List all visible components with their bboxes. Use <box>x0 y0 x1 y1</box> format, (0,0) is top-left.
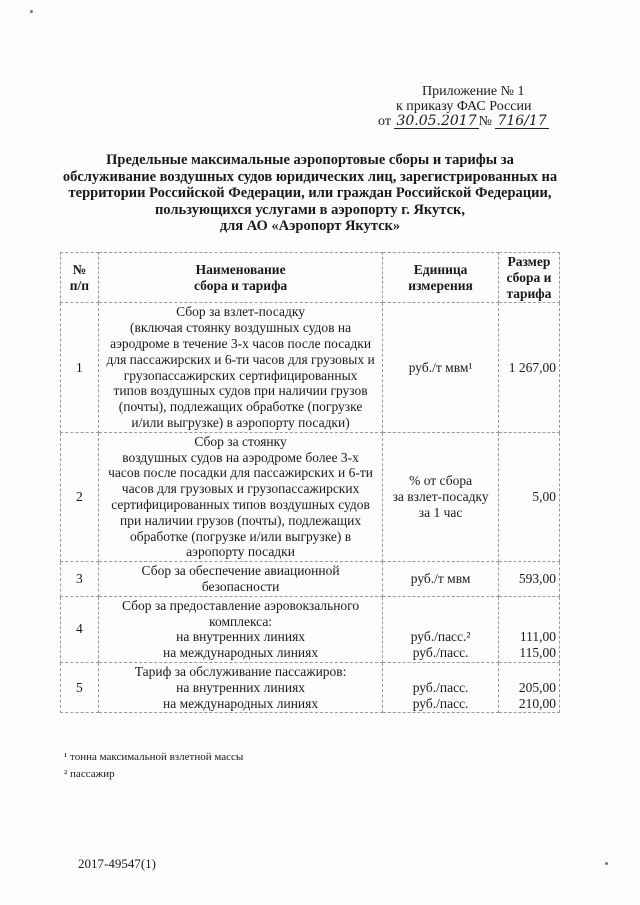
row-number: 3 <box>61 562 99 597</box>
fee-unit-line: руб./пасс. <box>412 695 469 711</box>
header-value-line: сбора и <box>506 269 552 285</box>
table-row <box>61 662 560 712</box>
fee-name <box>98 432 382 561</box>
fee-unit-line: руб./т мвм¹ <box>408 359 473 375</box>
tariffs-table <box>60 252 560 713</box>
fee-name-line: обработке (погрузке и/или выгрузке) в <box>129 528 352 544</box>
row-number: 2 <box>61 432 99 561</box>
from-prefix: от <box>378 114 391 129</box>
row-number: 4 <box>61 596 99 662</box>
document-title <box>60 152 560 235</box>
fee-name-line: грузопассажирских сертифицированных <box>123 367 358 383</box>
order-number: 716/17 <box>497 113 547 129</box>
fee-name-line: на внутренних линиях <box>176 679 306 695</box>
footnote-1: ¹ тонна максимальной взлетной массы <box>64 751 244 763</box>
header-name-line: Наименование <box>195 261 286 277</box>
fee-name-line: при наличии грузов (почты), подлежащих <box>120 512 362 528</box>
fee-value <box>498 562 559 597</box>
fee-name-line: часов после посадки для пассажирских и 6-ти <box>108 465 374 481</box>
fee-value-line: 111,00 <box>519 629 556 645</box>
table-header-row <box>61 253 560 303</box>
header-value-line: Размер <box>507 254 551 269</box>
fee-name-line: Тариф за обслуживание пассажиров: <box>134 663 347 679</box>
order-reference: к приказу ФАС России <box>396 99 532 114</box>
table-body <box>61 303 560 713</box>
appendix-label: Приложение № 1 <box>422 84 525 99</box>
header-value <box>498 253 559 303</box>
table-row <box>61 432 560 561</box>
header-unit-line: измерения <box>408 277 473 293</box>
fee-value-line: 593,00 <box>518 571 556 587</box>
row-number: 1 <box>61 303 99 432</box>
fee-name <box>98 662 382 712</box>
header-num-line: № <box>72 261 87 277</box>
header-num <box>61 253 99 303</box>
header-num-line: п/п <box>69 277 90 293</box>
order-date-number <box>378 114 578 129</box>
title-line: территории Российской Федерации, или граждан Российской Федерации, <box>68 185 552 201</box>
fee-unit-line: за взлет-посадку <box>392 489 489 505</box>
fee-value-line: 115,00 <box>519 645 556 661</box>
table-row <box>61 303 560 432</box>
table-row <box>61 562 560 597</box>
header-name-line: сбора и тарифа <box>193 277 288 293</box>
table-row <box>61 596 560 662</box>
fee-value-line: 1 267,00 <box>508 359 556 375</box>
fee-name-line: на международных линиях <box>163 695 319 711</box>
fee-unit <box>383 562 499 597</box>
fee-name-line: типов воздушных судов при наличии грузов <box>113 383 368 399</box>
fee-name-line: аэропорту посадки <box>186 544 295 560</box>
fee-unit <box>383 303 499 432</box>
header-unit <box>383 253 499 303</box>
row-number: 5 <box>61 662 99 712</box>
fee-name-line: безопасности <box>201 578 280 594</box>
fee-value <box>498 432 559 561</box>
fee-name-line: комплекса: <box>209 613 273 629</box>
fee-name-line: часов для грузовых и грузопассажирских <box>121 481 360 497</box>
fee-unit <box>383 596 499 662</box>
fee-value-line: 205,00 <box>518 679 556 695</box>
fee-unit-line: за 1 час <box>418 504 463 520</box>
appendix-header <box>378 84 578 129</box>
fee-name-line: на внутренних линиях <box>176 629 306 645</box>
fee-unit-line: руб./т мвм <box>410 571 471 587</box>
document-number: 2017-49547(1) <box>78 856 156 871</box>
title-line: обслуживание воздушных судов юридических лиц, зарегистрированных на <box>62 168 558 185</box>
fee-value <box>498 662 559 712</box>
fee-name-line: и/или выгрузке) в аэропорту посадки) <box>131 414 350 430</box>
fee-unit-line: % от сбора <box>409 473 473 489</box>
fee-name-line: (включая стоянку воздушных судов на <box>130 320 352 336</box>
fee-value <box>498 303 559 432</box>
fee-name-line: для пассажирских и 6-ти часов для грузовых и <box>106 351 375 367</box>
header-value-line: тарифа <box>506 285 552 301</box>
order-date: 30.05.2017 <box>396 113 477 129</box>
footnote-2: ² пассажир <box>64 768 115 780</box>
scan-speck <box>605 862 608 865</box>
title-line: пользующихся услугами в аэропорту г. Якутск, <box>154 201 466 218</box>
fee-name-line: Сбор за стоянку <box>194 433 287 449</box>
fee-name-line: сертифицированных типов воздушных судов <box>111 496 370 512</box>
title-line: для АО «Аэропорт Якутск» <box>219 218 401 234</box>
fee-name-line: Сбор за взлет-посадку <box>176 304 306 320</box>
fee-unit <box>383 662 499 712</box>
fee-name-line: (почты), подлежащих обработке (погрузке <box>118 399 363 415</box>
header-name <box>98 253 382 303</box>
fee-name-line: на международных линиях <box>163 645 319 661</box>
fee-value <box>498 596 559 662</box>
fee-name-line: Сбор за обеспечение авиационной <box>141 563 340 579</box>
header-unit-line: Единица <box>413 261 468 277</box>
title-line: Предельные максимальные аэропортовые сборы и тарифы за <box>106 152 514 168</box>
fee-unit <box>383 432 499 561</box>
number-prefix: № <box>478 114 492 129</box>
fee-name <box>98 303 382 432</box>
footnotes <box>64 749 243 783</box>
fee-unit-line: руб./пасс. <box>412 645 469 661</box>
fee-unit-line: руб./пасс.² <box>410 629 471 645</box>
fee-value-line: 5,00 <box>532 489 556 505</box>
fee-name-line: воздушных судов на аэродроме более 3-х <box>122 449 359 465</box>
fee-name <box>98 562 382 597</box>
fee-name-line: аэродроме в течение 3-х часов после посадки <box>110 335 372 351</box>
scan-speck <box>30 10 33 13</box>
fee-name <box>98 596 382 662</box>
fee-unit-line: руб./пасс. <box>412 679 469 695</box>
fee-value-line: 210,00 <box>518 695 556 711</box>
fee-name-line: Сбор за предоставление аэровокзального <box>122 597 360 613</box>
